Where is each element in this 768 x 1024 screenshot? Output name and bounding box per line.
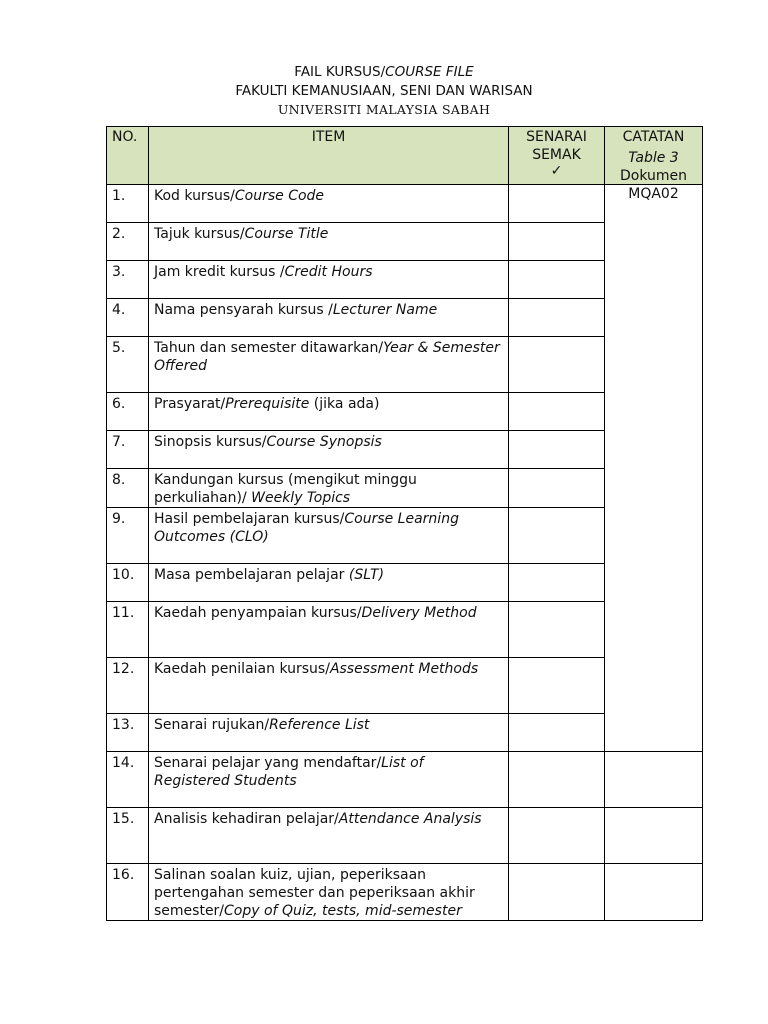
item-cell	[149, 393, 509, 431]
checklist-cell	[509, 393, 605, 431]
row-number: 3.	[107, 261, 149, 299]
item-text-plain: Masa pembelajaran pelajar	[154, 567, 349, 583]
checklist-cell	[509, 602, 605, 658]
item-text-tail: (jika ada)	[309, 396, 380, 412]
item-text-italic: Year & Semester Offered	[154, 340, 500, 374]
document-title	[0, 64, 768, 80]
row-number: 10.	[107, 564, 149, 602]
table-row	[107, 808, 703, 864]
note-line3: MQA02	[628, 186, 679, 202]
item-text-plain: Analisis kehadiran pelajar/	[154, 811, 339, 827]
checklist-cell	[509, 658, 605, 714]
item-text-italic: Attendance Analysis	[338, 811, 482, 827]
course-file-table	[106, 126, 703, 921]
item-text-plain: Prasyarat/	[154, 396, 226, 412]
row-number: 14.	[107, 752, 149, 808]
row-number: 15.	[107, 808, 149, 864]
row-number: 2.	[107, 223, 149, 261]
item-text-plain: Salinan soalan kuiz, ujian, peperiksaan pertengahan semester dan peperiksaan akhir semester/	[154, 867, 475, 919]
checklist-cell	[509, 261, 605, 299]
item-text-italic: Assessment Methods	[329, 661, 479, 677]
item-text-italic: Weekly Topics	[251, 490, 351, 506]
item-text-plain: Kod kursus/	[154, 188, 235, 204]
item-cell	[149, 299, 509, 337]
row-number: 13.	[107, 714, 149, 752]
item-cell	[149, 658, 509, 714]
row-number: 9.	[107, 508, 149, 564]
item-cell	[149, 508, 509, 564]
row-number: 11.	[107, 602, 149, 658]
checklist-cell	[509, 714, 605, 752]
checkmark-icon: ✓	[550, 163, 563, 179]
item-cell	[149, 752, 509, 808]
notes-cell	[605, 150, 703, 752]
item-text-plain: Kaedah penilaian kursus/	[154, 661, 330, 677]
column-header-notes: CATATAN	[605, 127, 703, 185]
item-cell	[149, 469, 509, 508]
checklist-cell	[509, 469, 605, 508]
row-number: 16.	[107, 864, 149, 921]
checklist-cell	[509, 299, 605, 337]
item-cell	[149, 223, 509, 261]
faculty-name: FAKULTI KEMANUSIAAN, SENI DAN WARISAN	[235, 83, 533, 99]
item-cell	[149, 808, 509, 864]
column-header-checklist	[509, 127, 605, 185]
item-text-italic: Lecturer Name	[332, 302, 438, 318]
checklist-cell	[509, 564, 605, 602]
table-row	[107, 864, 703, 921]
item-text-plain: Kandungan kursus (mengikut minggu perkuliahan)/	[154, 472, 417, 506]
item-text-italic: Course Code	[234, 188, 325, 204]
item-text-italic: List of Registered Students	[154, 755, 424, 789]
item-text-italic: Prerequisite	[225, 396, 310, 412]
note-line2: Dokumen	[619, 168, 688, 184]
row-number: 12.	[107, 658, 149, 714]
item-text-italic: Reference List	[269, 717, 370, 733]
item-text-italic: (SLT)	[348, 567, 385, 583]
row-number: 8.	[107, 469, 149, 508]
item-text-plain: Jam kredit kursus /	[154, 264, 285, 280]
item-text-italic: Course Title	[244, 226, 329, 242]
row-number: 5.	[107, 337, 149, 393]
notes-cell	[605, 808, 703, 864]
item-cell	[149, 185, 509, 223]
item-cell	[149, 337, 509, 393]
item-text-plain: Kaedah penyampaian kursus/	[154, 605, 362, 621]
checklist-cell	[509, 752, 605, 808]
column-header-no: NO.	[107, 127, 149, 185]
row-number: 4.	[107, 299, 149, 337]
row-number: 6.	[107, 393, 149, 431]
checklist-cell	[509, 508, 605, 564]
checklist-cell	[509, 223, 605, 261]
item-text-italic: Course Learning Outcomes (CLO)	[154, 511, 459, 545]
item-text-plain: Nama pensyarah kursus /	[154, 302, 333, 318]
table-row	[107, 752, 703, 808]
checklist-header-line2: SEMAK	[532, 147, 581, 163]
university-name: UNIVERSITI MALAYSIA SABAH	[277, 102, 491, 117]
item-text-italic: Course Synopsis	[266, 434, 382, 450]
item-text-plain: Sinopsis kursus/	[154, 434, 267, 450]
item-text-plain: Tahun dan semester ditawarkan/	[154, 340, 384, 356]
note-line1: Table 3	[628, 150, 679, 166]
checklist-cell	[509, 808, 605, 864]
item-cell	[149, 714, 509, 752]
checklist-cell	[509, 337, 605, 393]
item-cell	[149, 431, 509, 469]
row-number: 7.	[107, 431, 149, 469]
notes-content	[610, 149, 697, 203]
item-text-plain: Hasil pembelajaran kursus/	[154, 511, 345, 527]
title-malay: FAIL KURSUS/	[294, 64, 386, 80]
item-cell	[149, 602, 509, 658]
notes-cell	[605, 752, 703, 808]
item-cell	[149, 864, 509, 921]
title-english: COURSE FILE	[385, 64, 474, 80]
item-text-plain: Senarai rujukan/	[154, 717, 270, 733]
item-text-italic: Copy of Quiz, tests, mid-semester	[224, 903, 462, 919]
item-cell	[149, 261, 509, 299]
checklist-header-line1: SENARAI	[526, 129, 587, 145]
item-text-italic: Delivery Method	[361, 605, 477, 621]
item-text-plain: Tajuk kursus/	[154, 226, 245, 242]
notes-cell	[605, 864, 703, 921]
checklist-cell	[509, 431, 605, 469]
row-number: 1.	[107, 185, 149, 223]
table-row	[107, 185, 703, 223]
checklist-cell	[509, 185, 605, 223]
item-text-italic: Credit Hours	[284, 264, 373, 280]
column-header-item: ITEM	[149, 127, 509, 185]
item-text-plain: Senarai pelajar yang mendaftar/	[154, 755, 382, 771]
checklist-cell	[509, 864, 605, 921]
item-cell	[149, 564, 509, 602]
